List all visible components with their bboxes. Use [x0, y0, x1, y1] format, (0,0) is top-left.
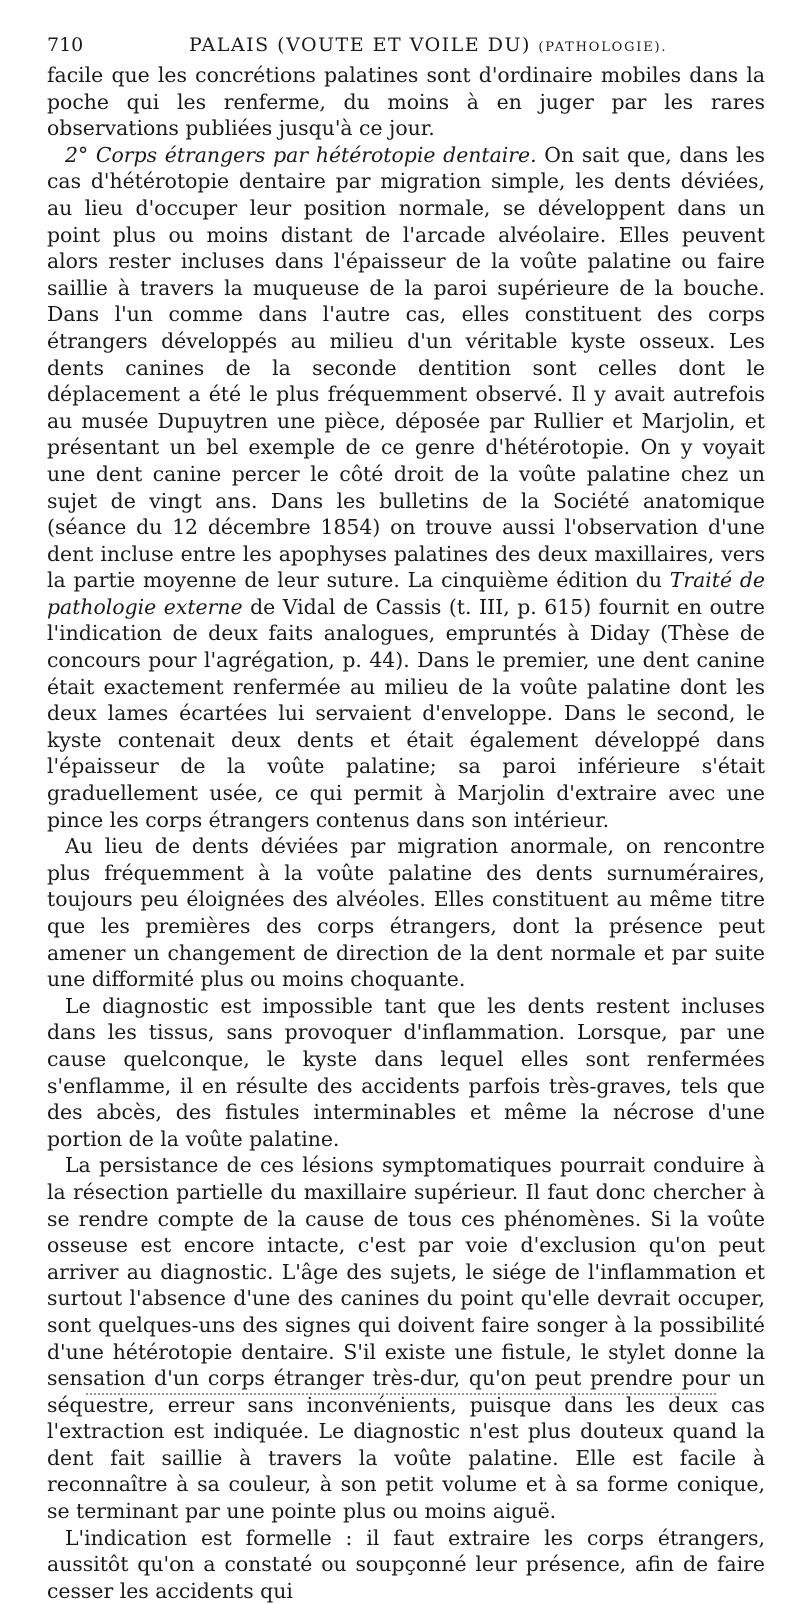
paragraph-text-cont: de Vidal de Cassis (t. III, p. 615) fournit en outre l'indication de deux faits analogues, empruntés à Diday (Thèse de concours pour l'agrégation, p. 44). Dans le premier, une dent canine était exactement renfermée au milieu de la voûte palatine dont les deux lames écartées lui servaient d'enveloppe. Dans le second, le kyste contenait deux dents et était également développé dans l'épaisseur de la voûte palatine; sa paroi inférieure s'était graduellement usée, ce qui permit à Marjolin d'extraire avec une pince les corps étrangers contenus dans son intérieur.	[47, 594, 765, 832]
paragraph-text: L'indication est formelle : il faut extraire les corps étrangers, aussitôt qu'on a constaté ou soupçonné leur présence, afin de faire cesser les accidents qui	[47, 1525, 765, 1603]
paragraph-diagnosis	[47, 993, 765, 1153]
paragraph-continuation	[47, 62, 765, 142]
running-title-section: (PATHOLOGIE).	[538, 40, 668, 55]
paragraph-text: Le diagnostic est impossible tant que les dents restent incluses dans les tissus, sans provoquer d'inflammation. Lorsque, par une cause quelconque, le kyste dans lequel elles sont renfermées s'enflamme, il en résulte des accidents parfois très-graves, tels que des abcès, des fistules interminables et même la nécrose d'une portion de la voûte palatine.	[47, 993, 765, 1151]
paragraph-text: facile que les concrétions palatines sont d'ordinaire mobiles dans la poche qui les renferme, du moins à en juger par les rares observations publiées jusqu'à ce jour.	[47, 63, 765, 141]
page-body	[47, 62, 765, 1604]
paragraph-text: La persistance de ces lésions symptomatiques pourrait conduire à la résection partielle du maxillaire supérieur. Il faut donc chercher à se rendre compte de la cause de tous ces phénomènes. Si la voûte osseuse est encore intacte, c'est par voie d'exclusion qu'on peut arriver au diagnostic. L'âge des sujets, le siége de l'inflammation et surtout l'absence d'une des canines du point qu'elle devrait occuper, sont quelques-uns des signes qui doivent faire songer à la possibilité d'une hétérotopie dentaire. S'il existe une fistule, le stylet donne la sensation d'un corps étranger très-dur, qu'on peut prendre pour un séquestre, erreur sans inconvénients, puisque dans les deux cas l'extraction est indiquée. Le diagnostic n'est plus douteux quand la dent fait saillie à travers la voûte palatine. Elle est facile à reconnaître à sa couleur, à son petit volume et à sa forme conique, se terminant par une pointe plus ou moins aiguë.	[47, 1153, 765, 1524]
running-header	[47, 26, 767, 62]
paragraph-persistence	[47, 1152, 765, 1524]
section-heading: 2° Corps étrangers par hétérotopie dentaire.	[65, 142, 537, 167]
page-number: 710	[47, 34, 84, 56]
paragraph-text: Au lieu de dents déviées par migration anormale, on rencontre plus fréquemment à la voûte palatine des dents surnuméraires, toujours peu éloignées des alvéoles. Elles constituent au même titre que les premières des corps étrangers, dont la présence peut amener un changement de direction de la dent normale et par suite une difformité plus ou moins choquante.	[47, 834, 765, 992]
paragraph-text: On sait que, dans les cas d'hétérotopie dentaire par migration simple, les dents déviées, au lieu d'occuper leur position normale, se développent dans un point plus ou moins distant de l'arcade alvéolaire. Elles peuvent alors rester incluses dans l'épaisseur de la voûte palatine ou faire saillie à travers la muqueuse de la paroi supérieure de la bouche. Dans l'un comme dans l'autre cas, elles constituent des corps étrangers développés au milieu d'un véritable kyste osseux. Les dents canines de la seconde dentition sont celles dont le déplacement a été le plus fréquemment observé. Il y avait autrefois au musée Dupuytren une pièce, déposée par Rullier et Marjolin, et présentant un bel exemple de ce genre d'hétérotopie. On y voyait une dent canine percer le côté droit de la voûte palatine chez un sujet de vingt ans. Dans les bulletins de la Société anatomique (séance du 12 décembre 1854) on trouve aussi l'observation d'une dent incluse entre les apophyses palatines des deux maxillaires, vers la partie moyenne de leur suture. La cinquième édition du	[47, 142, 766, 593]
paragraph-indication	[47, 1525, 765, 1604]
paragraph-supernumerary	[47, 833, 765, 993]
running-title-main: PALAIS (VOUTE ET VOILE DU)	[189, 34, 531, 56]
running-title	[189, 34, 667, 56]
book-title: Traité de pathologie externe	[47, 568, 765, 619]
paragraph-foreign-bodies	[47, 142, 765, 833]
footer-rule	[86, 1393, 716, 1395]
